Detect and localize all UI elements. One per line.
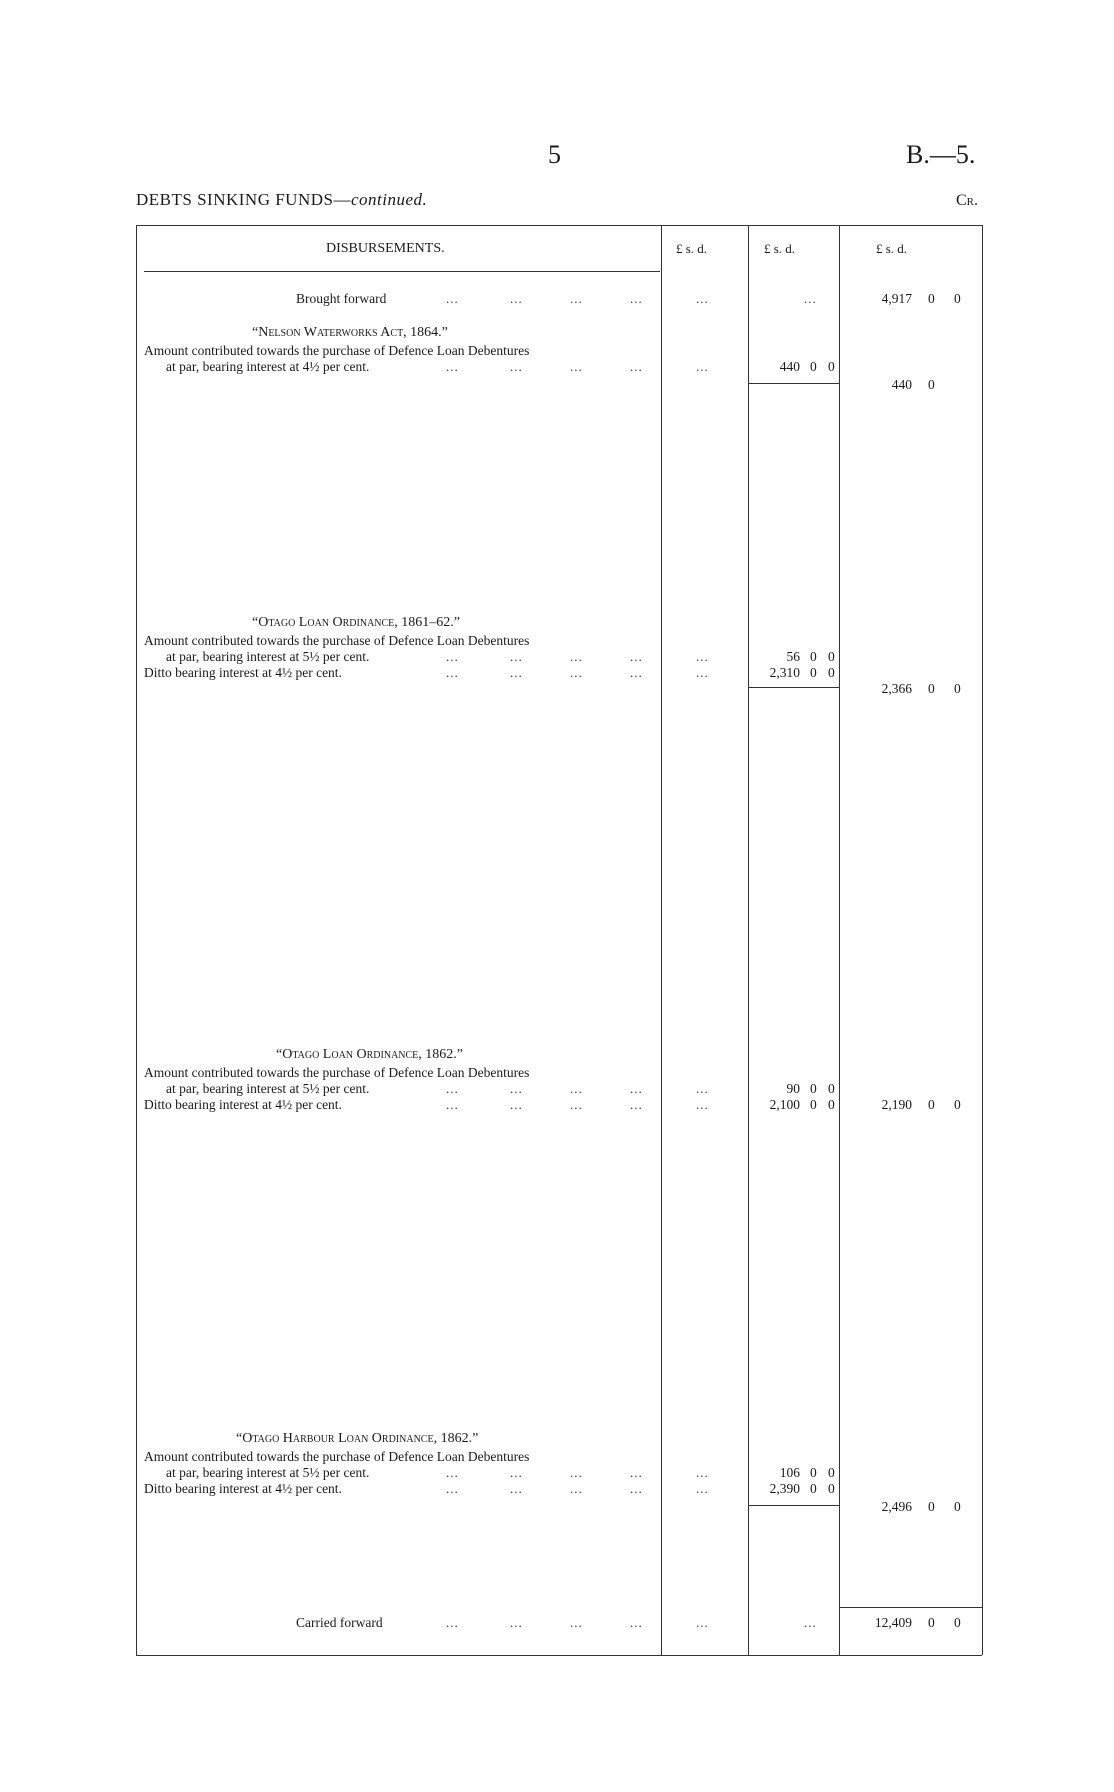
leader-dots: ... (630, 665, 643, 680)
leader-dots: ... (570, 1097, 583, 1112)
leader-dots: ... (510, 1481, 523, 1496)
col2-dots: ... (804, 291, 817, 306)
leader-dots: ... (446, 1615, 459, 1630)
entry-line: at par, bearing interest at 5½ per cent. (166, 1081, 370, 1096)
credit-side-label: Cr. (956, 192, 979, 209)
carried-forward-shillings: 0 (928, 1615, 935, 1630)
leader-dots: ... (510, 665, 523, 680)
amount-pounds: 56 (786, 649, 800, 664)
leader-dots: ... (446, 1465, 459, 1480)
running-title-main: DEBTS SINKING FUNDS— (136, 190, 351, 209)
col3-header: £ s. d. (876, 241, 908, 256)
entry-total-pounds: 2,366 (881, 681, 912, 696)
entry-line: Ditto bearing interest at 4½ per cent. (144, 665, 342, 680)
leader-dots: ... (446, 359, 459, 374)
leader-dots: ... (570, 291, 583, 306)
amount-pounds: 2,390 (769, 1481, 800, 1496)
subtotal-rule (748, 687, 839, 688)
entry-total-shillings: 0 (928, 377, 935, 392)
amount-pounds: 2,100 (769, 1097, 800, 1112)
disbursements-header: DISBURSEMENTS. (326, 241, 445, 256)
col1-dots: ... (696, 1465, 709, 1480)
leader-dots: ... (570, 1465, 583, 1480)
col2-rule (748, 225, 749, 1655)
leader-dots: ... (510, 291, 523, 306)
leader-dots: ... (630, 1081, 643, 1096)
col1-dots: ... (696, 359, 709, 374)
entry-total-shillings: 0 (928, 1499, 935, 1514)
col1-dots: ... (696, 1615, 709, 1630)
entry-line: at par, bearing interest at 5½ per cent. (166, 649, 370, 664)
leader-dots: ... (570, 1481, 583, 1496)
col1-dots: ... (696, 649, 709, 664)
brought-forward-shillings: 0 (928, 291, 935, 306)
entry-title: “Nelson Waterworks Act, 1864.” (252, 325, 448, 340)
entry-total-pounds: 2,190 (881, 1097, 912, 1112)
amount-pounds: 440 (779, 359, 800, 374)
amount-shillings: 0 (810, 649, 817, 664)
running-title-continued: continued. (350, 190, 428, 209)
entry-total-pence: 0 (954, 681, 961, 696)
amount-pence: 0 (828, 1465, 835, 1480)
entry-total-pence: 0 (954, 1499, 961, 1514)
entry-line: at par, bearing interest at 5½ per cent. (166, 1465, 370, 1480)
amount-pence: 0 (828, 665, 835, 680)
subtotal-rule (748, 1505, 839, 1506)
entry-line: Amount contributed towards the purchase of Defence Loan Debentures (144, 633, 530, 648)
amount-pence: 0 (828, 359, 835, 374)
leader-dots: ... (630, 359, 643, 374)
subtotal-rule (748, 383, 839, 384)
entry-title: “Otago Loan Ordinance, 1862.” (276, 1047, 464, 1062)
running-title (136, 190, 427, 210)
leader-dots: ... (570, 1081, 583, 1096)
leader-dots: ... (446, 1081, 459, 1096)
col1-dots: ... (696, 1097, 709, 1112)
amount-pence: 0 (828, 1081, 835, 1096)
disbursements-table (136, 225, 982, 1655)
leader-dots: ... (446, 649, 459, 664)
amount-shillings: 0 (810, 1097, 817, 1112)
carried-forward-label: Carried forward (296, 1615, 383, 1630)
entry-line: Amount contributed towards the purchase of Defence Loan Debentures (144, 343, 530, 358)
col1-dots: ... (696, 665, 709, 680)
brought-forward-label: Brought forward (296, 291, 387, 306)
entry-total-shillings: 0 (928, 681, 935, 696)
leader-dots: ... (570, 649, 583, 664)
amount-pounds: 106 (779, 1465, 800, 1480)
leader-dots: ... (510, 649, 523, 664)
leader-dots: ... (630, 291, 643, 306)
leader-dots: ... (510, 359, 523, 374)
col1-dots: ... (696, 291, 709, 306)
amount-shillings: 0 (810, 1465, 817, 1480)
amount-shillings: 0 (810, 1081, 817, 1096)
leader-dots: ... (446, 1481, 459, 1496)
col1-dots: ... (696, 1081, 709, 1096)
leader-dots: ... (570, 359, 583, 374)
amount-pence: 0 (828, 1481, 835, 1496)
leader-dots: ... (630, 1465, 643, 1480)
leader-dots: ... (446, 291, 459, 306)
table-bottom-rule (136, 1655, 982, 1656)
col1-dots: ... (696, 1481, 709, 1496)
leader-dots: ... (510, 1615, 523, 1630)
leader-dots: ... (630, 1097, 643, 1112)
leader-dots: ... (510, 1465, 523, 1480)
amount-pence: 0 (828, 649, 835, 664)
header-underline (144, 271, 660, 272)
entry-line: Ditto bearing interest at 4½ per cent. (144, 1481, 342, 1496)
grand-total-rule (839, 1607, 982, 1608)
leader-dots: ... (510, 1081, 523, 1096)
document-reference: B.—5. (906, 140, 976, 169)
carried-forward-pounds: 12,409 (874, 1615, 912, 1630)
entry-line: Amount contributed towards the purchase of Defence Loan Debentures (144, 1065, 530, 1080)
entry-title: “Otago Harbour Loan Ordinance, 1862.” (236, 1431, 479, 1446)
table-top-rule (136, 225, 982, 226)
amount-shillings: 0 (810, 359, 817, 374)
col2-dots: ... (804, 1615, 817, 1630)
entry-line: Ditto bearing interest at 4½ per cent. (144, 1097, 342, 1112)
leader-dots: ... (630, 649, 643, 664)
col3-rule (839, 225, 840, 1655)
leader-dots: ... (510, 1097, 523, 1112)
entry-line: Amount contributed towards the purchase of Defence Loan Debentures (144, 1449, 530, 1464)
leader-dots: ... (446, 1097, 459, 1112)
entry-line: at par, bearing interest at 4½ per cent. (166, 359, 370, 374)
entry-total-shillings: 0 (928, 1097, 935, 1112)
table-right-rule (982, 225, 983, 1655)
brought-forward-pounds: 4,917 (881, 291, 912, 306)
table-left-rule (136, 225, 137, 1655)
leader-dots: ... (570, 665, 583, 680)
amount-shillings: 0 (810, 1481, 817, 1496)
col1-rule (661, 225, 662, 1655)
leader-dots: ... (630, 1615, 643, 1630)
leader-dots: ... (446, 665, 459, 680)
entry-title: “Otago Loan Ordinance, 1861–62.” (252, 615, 461, 630)
amount-pounds: 90 (786, 1081, 800, 1096)
carried-forward-pence: 0 (954, 1615, 961, 1630)
entry-total-pence: 0 (954, 1097, 961, 1112)
col1-header: £ s. d. (676, 241, 708, 256)
leader-dots: ... (630, 1481, 643, 1496)
entry-total-pounds: 440 (891, 377, 912, 392)
page-number: 5 (548, 140, 561, 169)
amount-pounds: 2,310 (769, 665, 800, 680)
col2-header: £ s. d. (764, 241, 796, 256)
leader-dots: ... (570, 1615, 583, 1630)
amount-pence: 0 (828, 1097, 835, 1112)
amount-shillings: 0 (810, 665, 817, 680)
brought-forward-pence: 0 (954, 291, 961, 306)
entry-total-pounds: 2,496 (881, 1499, 912, 1514)
